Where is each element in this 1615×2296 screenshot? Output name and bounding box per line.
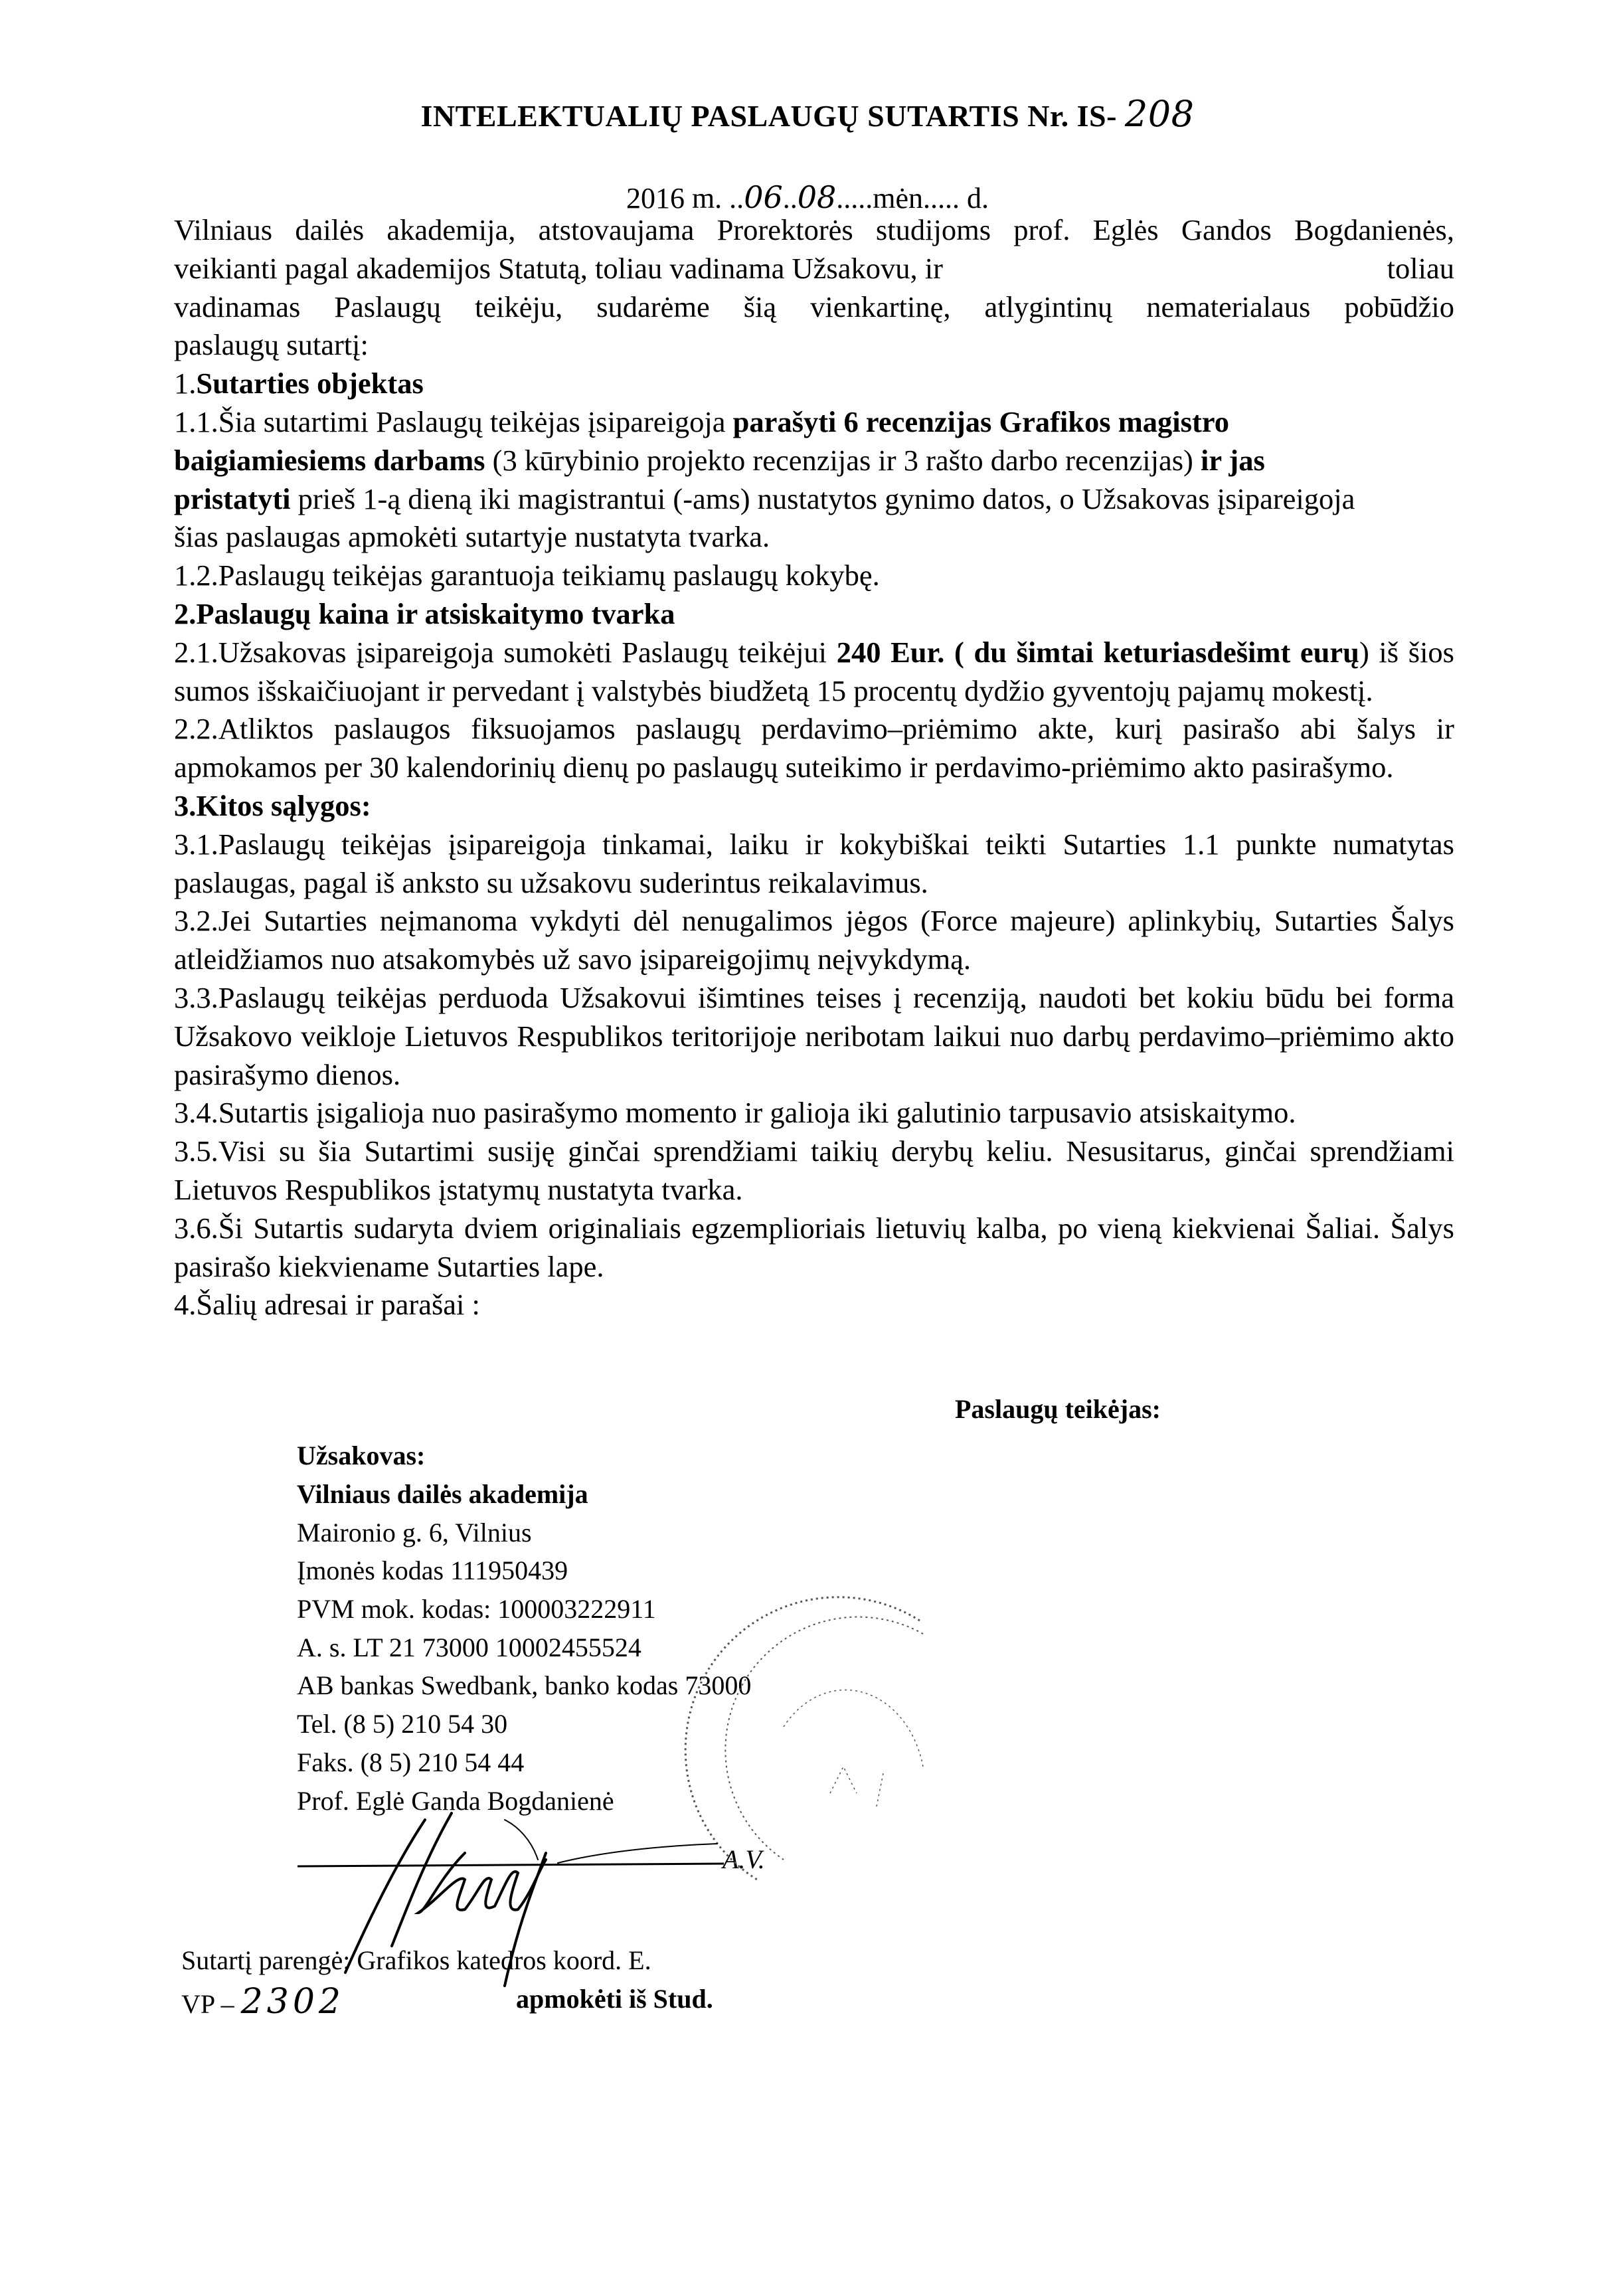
clause-2-1-amount: 240 Eur. ( du šimtai keturiasdešimt eurų [836, 635, 1359, 669]
clause-3-1: 3.1.Paslaugų teikėjas įsipareigoja tinkamai, laiku ir kokybiškai teikti Sutarties 1.1 punkte numatytas paslaugas, pagal iš anksto su užsakovu suderintus reikalavimus. [174, 827, 1454, 899]
client-company-code: Įmonės kodas 111950439 [297, 1555, 568, 1585]
clause-1-2: 1.2.Paslaugų teikėjas garantuoja teikiamų paslaugų kokybę. [174, 559, 880, 592]
clause-1-1-bold-a: parašyti 6 recenzijas Grafikos magistro baigiamiesiems darbams [174, 404, 1229, 477]
client-signatory: Prof. Eglė Ganda Bogdanienė [297, 1786, 614, 1816]
client-bank-account: A. s. LT 21 73000 10002455524 [297, 1633, 641, 1662]
clause-2-1-text-b: ) iš šios sumos išskaičiuojant ir pervedant į valstybės biudžetą 15 procentų dydžio gyventojų pajamų mokestį. [174, 635, 1454, 707]
date-day-handwritten: 08 [797, 179, 837, 215]
section-3-heading: 3.Kitos sąlygos: [174, 788, 371, 822]
handwritten-contract-number: 208 [1124, 93, 1195, 135]
clause-3-5: 3.5.Visi su šia Sutartimi susiję ginčai sprendžiami taikių derybų keliu. Nesusitarus, ginčai sprendžiami Lietuvos Respublikos įstatymų nustatyta tvarka. [174, 1134, 1454, 1206]
section-4-heading: 4.Šalių adresai ir parašai : [174, 1288, 480, 1322]
client-label: Užsakovas: [297, 1441, 426, 1470]
date-suffix: .....mėn..... d. [836, 182, 989, 215]
prepared-by: Sutartį parengė: Grafikos katedros koord. E. [181, 1945, 651, 1975]
intro-line-4: paslaugų sutartį: [174, 328, 369, 362]
signature-line [298, 1864, 724, 1866]
clause-2-2: 2.2.Atliktos paslaugos fiksuojamos paslaugų perdavimo–priėmimo akte, kurį pasirašo abi šalys ir apmokamos per 30 kalendorinių dienų po paslaugų suteikimo ir perdavimo-priėmimo akto pasirašymo. [174, 712, 1454, 784]
clause-3-2: 3.2.Jei Sutarties neįmanoma vykdyti dėl nenugalimos jėgos (Force majeure) aplinkybių, Sutarties Šalys atleidžiamos nuo atsakomybės už savo įsipareigojimų neįvykdymą. [174, 904, 1454, 976]
official-stamp-icon [685, 1597, 923, 1880]
intro-line-2-end: toliau [1387, 251, 1454, 285]
client-vat-code: PVM mok. kodas: 100003222911 [297, 1594, 656, 1624]
client-bank: AB bankas Swedbank, banko kodas 73000 [297, 1670, 752, 1700]
clause-3-6: 3.6.Ši Sutartis sudaryta dviem originaliais egzemplioriais lietuvių kalba, po vieną kiekvienai Šaliai. Šalys pasirašo kiekviename Sutarties lape. [174, 1211, 1454, 1283]
provider-label: Paslaugų teikėjas: [955, 1394, 1161, 1424]
client-fax: Faks. (8 5) 210 54 44 [297, 1747, 525, 1777]
date-sep: .. [782, 182, 798, 215]
clause-2-1-text-a: 2.1.Užsakovas įsipareigoja sumokėti Paslaugų teikėjui [174, 635, 837, 669]
client-phone: Tel. (8 5) 210 54 30 [297, 1709, 508, 1739]
title-text: INTELEKTUALIŲ PASLAUGŲ SUTARTIS Nr. IS- [420, 99, 1117, 133]
intro-line-2-text: veikianti pagal akademijos Statutą, toliau vadinama Užsakovu, ir [174, 251, 943, 285]
client-name: Vilniaus dailės akademija [297, 1479, 588, 1509]
section-1-number: 1. [174, 367, 197, 400]
section-1-title: Sutarties objektas [196, 367, 424, 400]
signature-icon [345, 1813, 717, 1986]
vp-handwritten: 2302 [240, 1982, 345, 2022]
clause-3-3: 3.3.Paslaugų teikėjas perduoda Užsakovui išimtines teises į recenziją, naudoti bet kokiu būdu bei forma Užsakovo veikloje Lietuvos Respublikos teritorijoje neribotam laikui nuo darbų perdavimo–priėmimo akto pasirašymo dienos. [174, 980, 1454, 1091]
payment-note: apmokėti iš Stud. [516, 1984, 713, 2014]
intro-line-3: vadinamas Paslaugų teikėju, sudarėme šią vienkartinę, atlygintinų nematerialaus pobūdžio [174, 290, 1454, 323]
clause-3-4: 3.4.Sutartis įsigalioja nuo pasirašymo momento ir galioja iki galutinio tarpusavio atsiskaitymo. [174, 1096, 1296, 1130]
vp-prefix: VP – [181, 1989, 234, 2019]
stamp-mark-av: A.V. [722, 1844, 765, 1874]
date-year: 2016 m. .. [626, 182, 744, 215]
intro-line-1: Vilniaus dailės akademija, atstovaujama Prorektorės studijoms prof. Eglės Gandos Bogdanienės, [174, 213, 1454, 246]
client-address: Maironio g. 6, Vilnius [297, 1518, 532, 1547]
section-2-heading: 2.Paslaugų kaina ir atsiskaitymo tvarka [174, 596, 675, 630]
clause-1-1-text-a: 1.1.Šia sutartimi Paslaugų teikėjas įsipareigoja [174, 404, 733, 438]
date-month-handwritten: 06 [744, 179, 783, 215]
clause-1-1-bold-b: ir jas pristatyti [174, 443, 1265, 515]
clause-1-1-text-c: prieš 1-ą dieną iki magistrantui (-ams) nustatytos gynimo datos, o Užsakovas įsipareigoja šias paslaugas apmokėti sutartyje nustatyta tvarka. [174, 482, 1355, 554]
clause-1-1-text-b: (3 kūrybinio projekto recenzijas ir 3 rašto darbo recenzijas) [485, 443, 1201, 477]
